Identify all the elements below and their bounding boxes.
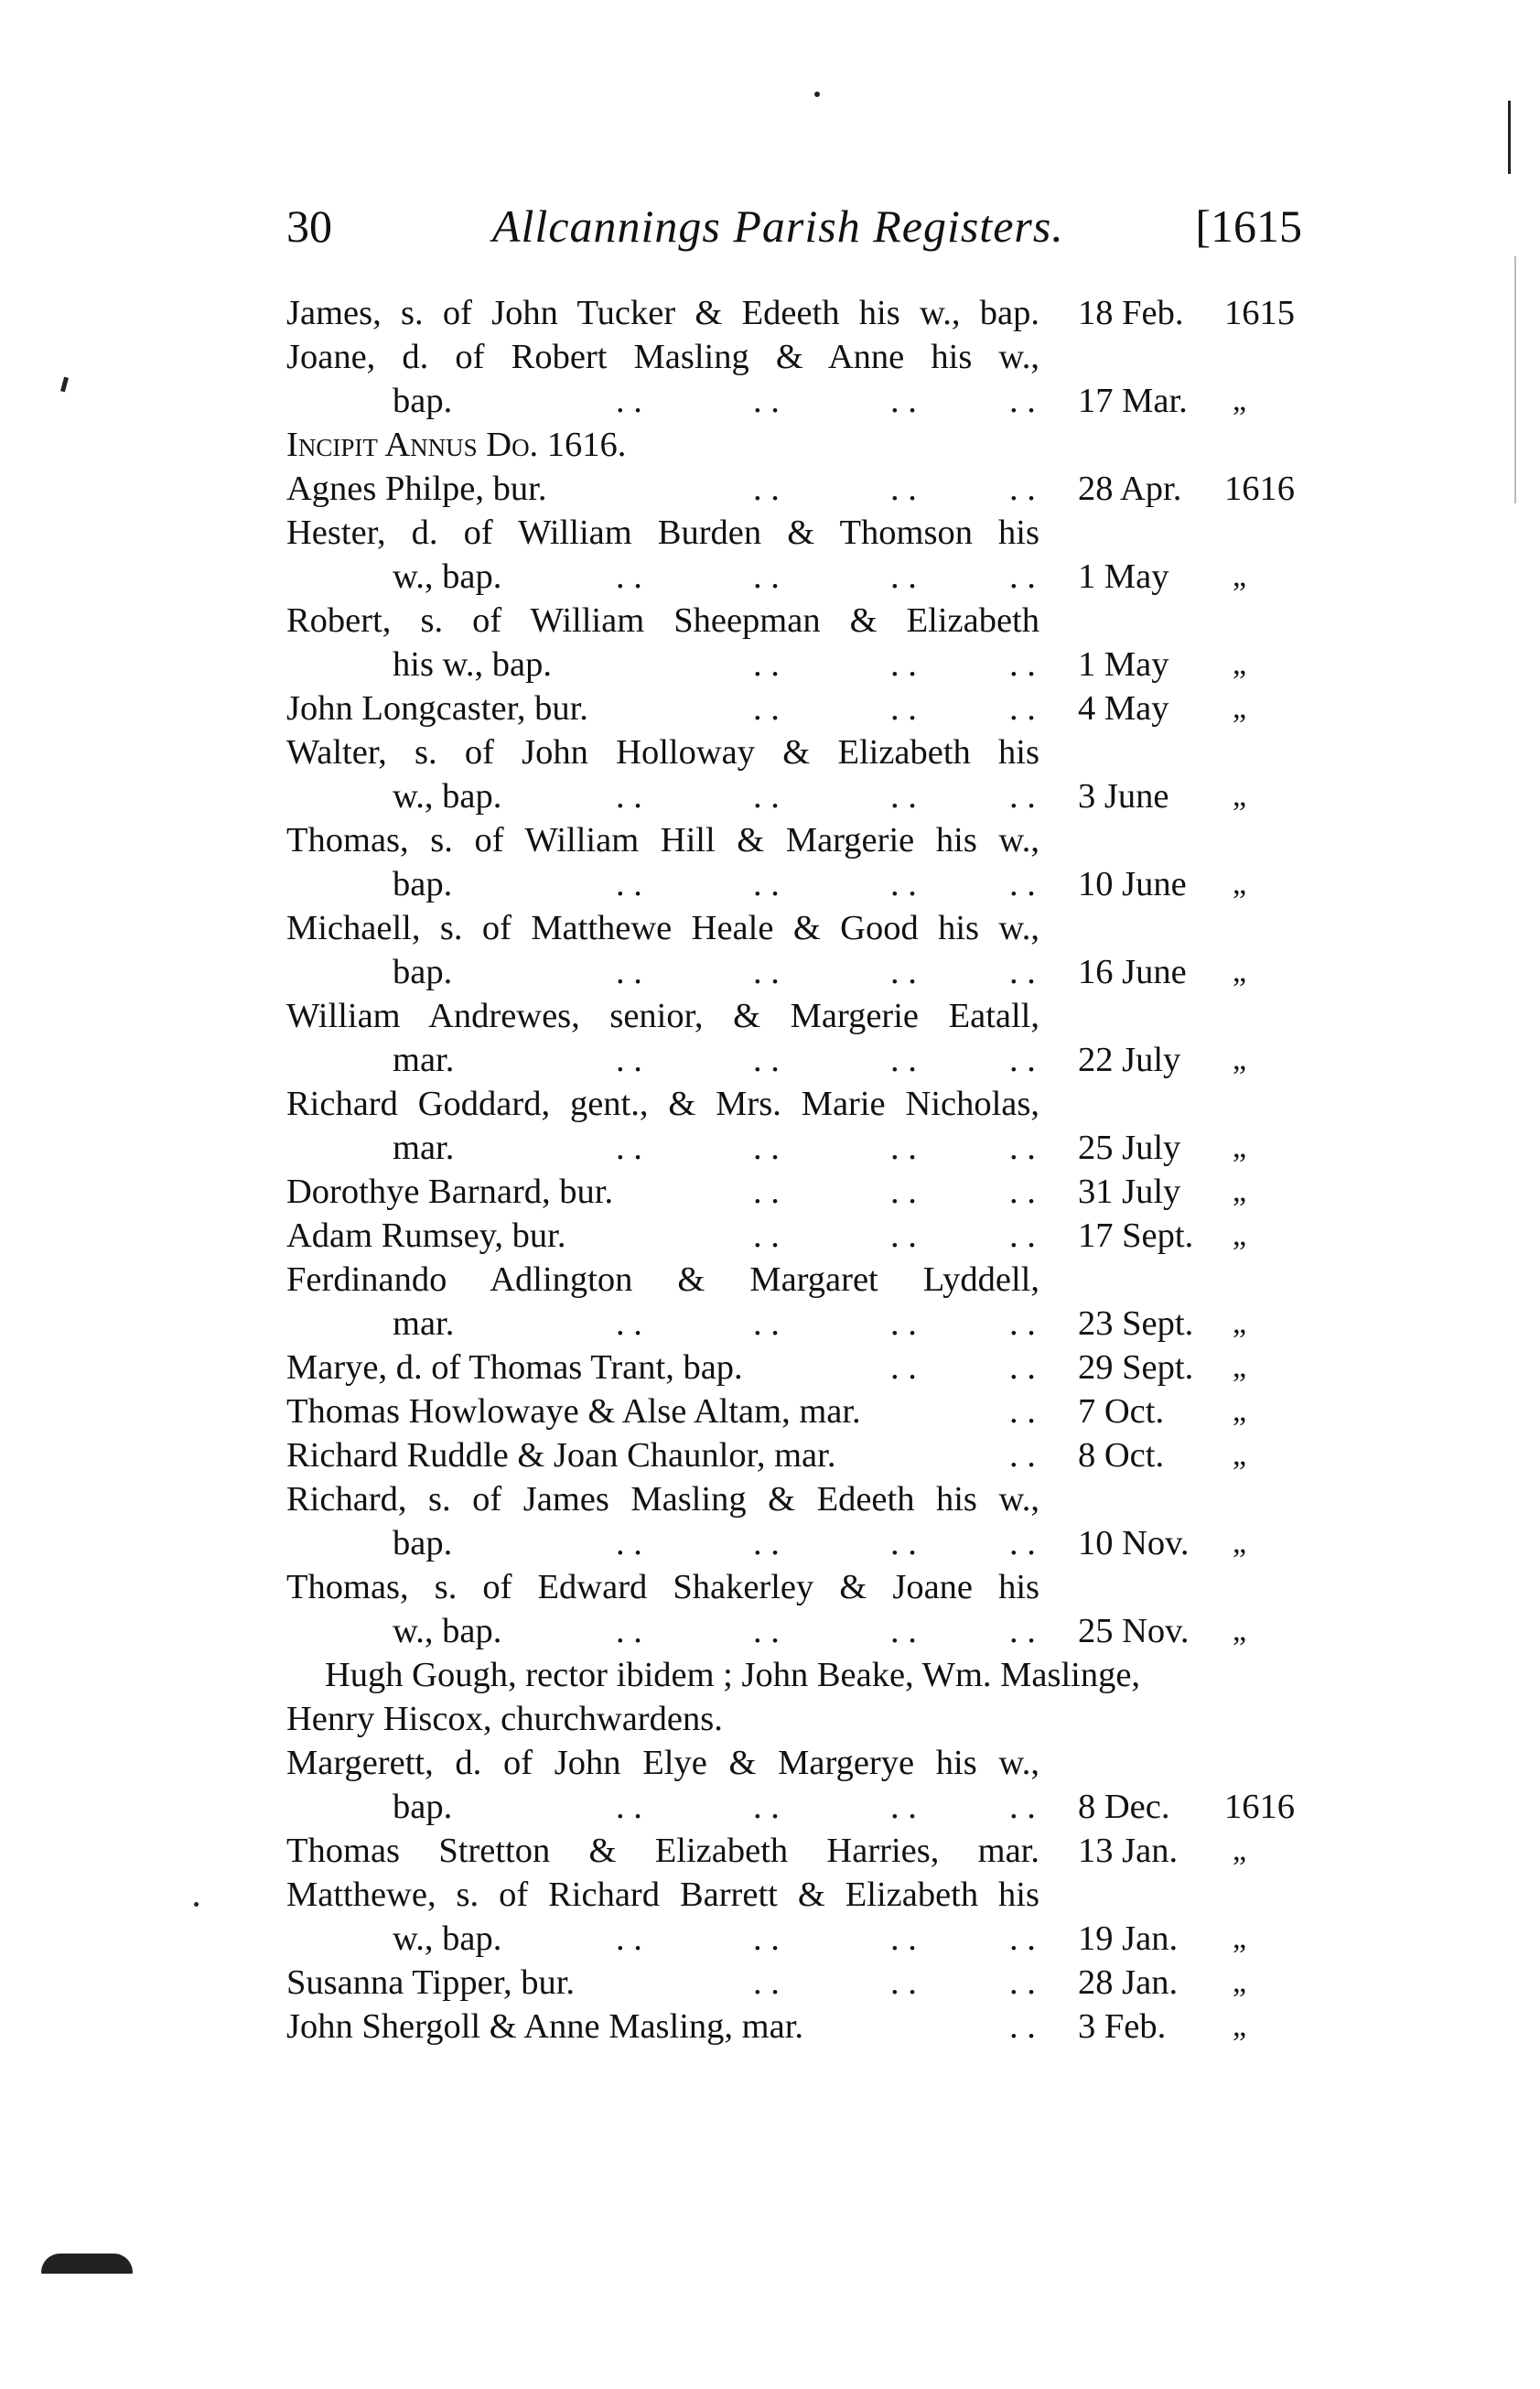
entry-date: 25 July: [1078, 1129, 1181, 1167]
leader-dots: . .: [1009, 1392, 1036, 1431]
leader-dots: . .: [1009, 1304, 1036, 1343]
register-entry: [286, 1389, 1293, 1433]
leader-dots: . .: [1009, 1173, 1036, 1211]
leader-dots: . .: [1009, 1436, 1036, 1475]
register-entry: [286, 686, 1293, 730]
ditto-mark: „: [1233, 1130, 1247, 1164]
leader-dots: . .: [753, 1963, 780, 2002]
ditto-mark: „: [1233, 1350, 1247, 1384]
dot-leader: [286, 1346, 1039, 1389]
entry-text: his w., bap.: [393, 645, 552, 684]
leader-dots: . .: [1009, 470, 1036, 508]
entry-date: 31 July: [1078, 1173, 1181, 1211]
dot-leader: [286, 1785, 1039, 1829]
entry-continuation: [286, 1126, 1293, 1170]
ditto-mark: „: [1233, 1921, 1247, 1955]
leader-dots: . .: [1009, 1919, 1036, 1958]
leader-dots: . .: [890, 382, 917, 420]
leader-dots: . .: [753, 382, 780, 420]
entry-text: Richard Goddard, gent., & Mrs. Marie Nicholas,: [286, 1085, 1039, 1123]
entry-text: Thomas Howlowaye & Alse Altam, mar.: [286, 1392, 861, 1431]
entry-text: Thomas, s. of Edward Shakerley & Joane his: [286, 1568, 1039, 1606]
entry-text: John Longcaster, bur.: [286, 689, 588, 728]
entry-date: 29 Sept.: [1078, 1348, 1194, 1387]
dot-leader: [286, 643, 1039, 686]
ditto-mark: „: [1233, 1965, 1247, 1999]
entry-continuation: [286, 1785, 1293, 1829]
page-number: 30: [286, 200, 332, 252]
leader-dots: . .: [616, 777, 642, 816]
entry-date: 7 Oct.: [1078, 1392, 1165, 1431]
entry-continuation: [286, 862, 1293, 906]
leader-dots: . .: [1009, 777, 1036, 816]
leader-dots: . .: [890, 1963, 917, 2002]
dot-leader: [286, 555, 1039, 599]
entry-text: Henry Hiscox, churchwardens.: [286, 1700, 723, 1738]
leader-dots: . .: [616, 1129, 642, 1167]
leader-dots: . .: [616, 1919, 642, 1958]
entry-text: James, s. of John Tucker & Edeeth his w., bap.: [286, 294, 1039, 332]
entry-date: 23 Sept.: [1078, 1304, 1194, 1343]
entry-text: w., bap.: [393, 557, 502, 596]
leader-dots: . .: [616, 1304, 642, 1343]
entry-date: 28 Jan.: [1078, 1963, 1179, 2002]
scan-speck: [1508, 101, 1511, 174]
leader-dots: . .: [1009, 1524, 1036, 1562]
dot-leader: [286, 1961, 1039, 2005]
scan-speck: [1514, 256, 1516, 503]
entry-text: mar.: [393, 1041, 455, 1079]
leader-dots: . .: [753, 557, 780, 596]
leader-dots: . .: [753, 1304, 780, 1343]
leader-dots: . .: [753, 1919, 780, 1958]
leader-dots: . .: [753, 1173, 780, 1211]
register-entry: [286, 2005, 1293, 2048]
leader-dots: . .: [1009, 689, 1036, 728]
register-entry: [286, 1170, 1293, 1214]
entry-text: Marye, d. of Thomas Trant, bap.: [286, 1348, 743, 1387]
dot-leader: [286, 1609, 1039, 1653]
entry-continuation: [286, 555, 1293, 599]
leader-dots: . .: [753, 1612, 780, 1650]
scan-speck: [41, 2254, 133, 2274]
register-entry: [286, 1433, 1293, 1477]
entry-text: bap.: [393, 865, 453, 903]
scan-speck: [814, 92, 820, 97]
entry-date: 8 Dec.: [1078, 1788, 1170, 1826]
register-entry: [286, 1346, 1293, 1389]
entry-text: Thomas, s. of William Hill & Margerie his w.,: [286, 821, 1039, 859]
leader-dots: . .: [1009, 1963, 1036, 2002]
entry-date: 1 May: [1078, 557, 1169, 596]
register-entry: [286, 1829, 1293, 1873]
entry-text: bap.: [393, 1788, 453, 1826]
leader-dots: . .: [1009, 2007, 1036, 2046]
ditto-mark: „: [1233, 2009, 1247, 2043]
entry-text: Michaell, s. of Matthewe Heale & Good his w.,: [286, 909, 1039, 947]
leader-dots: . .: [616, 557, 642, 596]
entry-text: Adam Rumsey, bur.: [286, 1216, 566, 1255]
dot-leader: [286, 1917, 1039, 1961]
entry-continuation: [286, 1521, 1293, 1565]
entry-text: Richard, s. of James Masling & Edeeth his w.,: [286, 1480, 1039, 1519]
entry-continuation: [286, 774, 1293, 818]
leader-dots: . .: [1009, 645, 1036, 684]
leader-dots: . .: [1009, 1612, 1036, 1650]
entry-year: 1616: [1224, 470, 1295, 508]
dot-leader: [286, 1389, 1039, 1433]
entry-text: w., bap.: [393, 1919, 502, 1958]
register-entry: [286, 818, 1293, 862]
ditto-mark: „: [1233, 384, 1247, 417]
entry-date: 1 May: [1078, 645, 1169, 684]
register-entry: [286, 1477, 1293, 1521]
register-entry: [286, 1565, 1293, 1609]
leader-dots: . .: [616, 1524, 642, 1562]
ditto-mark: „: [1233, 559, 1247, 593]
ditto-mark: „: [1233, 955, 1247, 989]
leader-dots: . .: [890, 645, 917, 684]
entry-continuation: [286, 1917, 1293, 1961]
entry-text: Hugh Gough, rector ibidem ; John Beake, Wm. Maslinge,: [325, 1656, 1141, 1694]
leader-dots: . .: [890, 1304, 917, 1343]
entry-date: 10 June: [1078, 865, 1187, 903]
register-entry: [286, 467, 1293, 511]
dot-leader: [286, 1433, 1039, 1477]
leader-dots: . .: [890, 557, 917, 596]
register-entry: [286, 1961, 1293, 2005]
entry-continuation: [286, 1038, 1293, 1082]
entry-continuation: [286, 950, 1293, 994]
year-heading: [286, 423, 1293, 467]
entry-text: bap.: [393, 953, 453, 991]
entry-date: 3 June: [1078, 777, 1169, 816]
ditto-mark: „: [1233, 1174, 1247, 1208]
header-year: [1615: [1195, 200, 1302, 252]
scan-speck: [60, 377, 69, 393]
dot-leader: [286, 686, 1039, 730]
register-entry: [286, 511, 1293, 555]
entry-date: 19 Jan.: [1078, 1919, 1179, 1958]
dot-leader: [286, 1302, 1039, 1346]
leader-dots: . .: [890, 1173, 917, 1211]
scan-speck: [194, 1902, 199, 1907]
leader-dots: . .: [890, 689, 917, 728]
register-entry: [286, 1741, 1293, 1785]
ditto-mark: „: [1233, 1043, 1247, 1076]
leader-dots: . .: [753, 689, 780, 728]
dot-leader: [286, 379, 1039, 423]
register-entry: [286, 599, 1293, 643]
leader-dots: . .: [1009, 1348, 1036, 1387]
entry-text: Susanna Tipper, bur.: [286, 1963, 576, 2002]
entry-date: 18 Feb.: [1078, 294, 1184, 332]
entry-date: 4 May: [1078, 689, 1169, 728]
leader-dots: . .: [753, 865, 780, 903]
leader-dots: . .: [753, 1216, 780, 1255]
entry-continuation: [286, 1302, 1293, 1346]
leader-dots: . .: [616, 1041, 642, 1079]
register-entry: [286, 730, 1293, 774]
dot-leader: [286, 950, 1039, 994]
entry-text: Walter, s. of John Holloway & Elizabeth his: [286, 733, 1039, 772]
leader-dots: . .: [890, 1041, 917, 1079]
entry-text: Margerett, d. of John Elye & Margerye his w.,: [286, 1744, 1039, 1782]
entry-text: Robert, s. of William Sheepman & Elizabeth: [286, 601, 1039, 640]
leader-dots: . .: [1009, 953, 1036, 991]
entry-year: 1616: [1224, 1788, 1295, 1826]
register-entry: [286, 335, 1293, 379]
leader-dots: . .: [890, 865, 917, 903]
leader-dots: . .: [753, 1129, 780, 1167]
dot-leader: [286, 1521, 1039, 1565]
dot-leader: [286, 1214, 1039, 1258]
entry-text: Richard Ruddle & Joan Chaunlor, mar.: [286, 1436, 836, 1475]
leader-dots: . .: [890, 777, 917, 816]
entry-text: Incipit Annus Do. 1616.: [286, 426, 627, 464]
entry-text: w., bap.: [393, 777, 502, 816]
leader-dots: . .: [753, 1041, 780, 1079]
entry-date: 22 July: [1078, 1041, 1181, 1079]
dot-leader: [286, 2005, 1039, 2048]
entry-text: mar.: [393, 1304, 455, 1343]
entry-text: bap.: [393, 382, 453, 420]
entry-text: William Andrewes, senior, & Margerie Eatall,: [286, 997, 1039, 1035]
dot-leader: [286, 1038, 1039, 1082]
leader-dots: . .: [1009, 557, 1036, 596]
leader-dots: . .: [753, 1524, 780, 1562]
leader-dots: . .: [753, 777, 780, 816]
leader-dots: . .: [616, 953, 642, 991]
entry-date: 17 Mar.: [1078, 382, 1188, 420]
entry-text: Dorothye Barnard, bur.: [286, 1173, 614, 1211]
leader-dots: . .: [753, 953, 780, 991]
leader-dots: . .: [1009, 1216, 1036, 1255]
entry-text: Ferdinando Adlington & Margaret Lyddell,: [286, 1260, 1039, 1299]
leader-dots: . .: [890, 1524, 917, 1562]
register-entry: [286, 994, 1293, 1038]
register-entries: [286, 291, 1293, 2048]
entry-date: 13 Jan.: [1078, 1832, 1179, 1870]
entry-date: 17 Sept.: [1078, 1216, 1194, 1255]
leader-dots: . .: [1009, 1788, 1036, 1826]
register-entry: [286, 291, 1293, 335]
ditto-mark: „: [1233, 691, 1247, 725]
leader-dots: . .: [616, 382, 642, 420]
entry-text: John Shergoll & Anne Masling, mar.: [286, 2007, 804, 2046]
churchwardens-note: [286, 1697, 1293, 1741]
entry-text: Joane, d. of Robert Masling & Anne his w.,: [286, 338, 1039, 376]
leader-dots: . .: [890, 1612, 917, 1650]
leader-dots: . .: [1009, 865, 1036, 903]
register-entry: [286, 1082, 1293, 1126]
entry-text: Hester, d. of William Burden & Thomson his: [286, 513, 1039, 552]
leader-dots: . .: [890, 1919, 917, 1958]
entry-date: 8 Oct.: [1078, 1436, 1165, 1475]
leader-dots: . .: [890, 470, 917, 508]
entry-text: bap.: [393, 1524, 453, 1562]
entry-date: 16 June: [1078, 953, 1187, 991]
ditto-mark: „: [1233, 1833, 1247, 1867]
ditto-mark: „: [1233, 647, 1247, 681]
ditto-mark: „: [1233, 1218, 1247, 1252]
register-entry: [286, 906, 1293, 950]
leader-dots: . .: [890, 953, 917, 991]
dot-leader: [286, 467, 1039, 511]
register-entry: [286, 1258, 1293, 1302]
leader-dots: . .: [890, 1348, 917, 1387]
dot-leader: [286, 862, 1039, 906]
ditto-mark: „: [1233, 1526, 1247, 1560]
entry-year: 1615: [1224, 294, 1295, 332]
ditto-mark: „: [1233, 1394, 1247, 1428]
ditto-mark: „: [1233, 867, 1247, 901]
leader-dots: . .: [1009, 1129, 1036, 1167]
ditto-mark: „: [1233, 1614, 1247, 1648]
entry-text: mar.: [393, 1129, 455, 1167]
register-entry: [286, 1214, 1293, 1258]
register-entry: [286, 1873, 1293, 1917]
entry-date: 25 Nov.: [1078, 1612, 1190, 1650]
entry-date: 3 Feb.: [1078, 2007, 1167, 2046]
entry-text: w., bap.: [393, 1612, 502, 1650]
entry-date: 28 Apr.: [1078, 470, 1182, 508]
ditto-mark: „: [1233, 779, 1247, 813]
leader-dots: . .: [890, 1129, 917, 1167]
leader-dots: . .: [753, 1788, 780, 1826]
ditto-mark: „: [1233, 1438, 1247, 1472]
entry-continuation: [286, 379, 1293, 423]
entry-date: 10 Nov.: [1078, 1524, 1190, 1562]
churchwardens-note: [286, 1653, 1293, 1697]
running-title: Allcannings Parish Registers.: [492, 200, 1064, 252]
entry-continuation: [286, 1609, 1293, 1653]
entry-text: Thomas Stretton & Elizabeth Harries, mar.: [286, 1832, 1039, 1870]
leader-dots: . .: [616, 865, 642, 903]
leader-dots: . .: [616, 1612, 642, 1650]
ditto-mark: „: [1233, 1306, 1247, 1340]
leader-dots: . .: [753, 470, 780, 508]
leader-dots: . .: [1009, 382, 1036, 420]
entry-continuation: [286, 643, 1293, 686]
leader-dots: . .: [890, 1216, 917, 1255]
leader-dots: . .: [890, 1788, 917, 1826]
page-header: [286, 194, 1302, 258]
dot-leader: [286, 1170, 1039, 1214]
leader-dots: . .: [616, 1788, 642, 1826]
entry-text: Matthewe, s. of Richard Barrett & Elizabeth his: [286, 1876, 1039, 1914]
entry-text: Agnes Philpe, bur.: [286, 470, 547, 508]
dot-leader: [286, 1126, 1039, 1170]
leader-dots: . .: [1009, 1041, 1036, 1079]
dot-leader: [286, 774, 1039, 818]
leader-dots: . .: [753, 645, 780, 684]
